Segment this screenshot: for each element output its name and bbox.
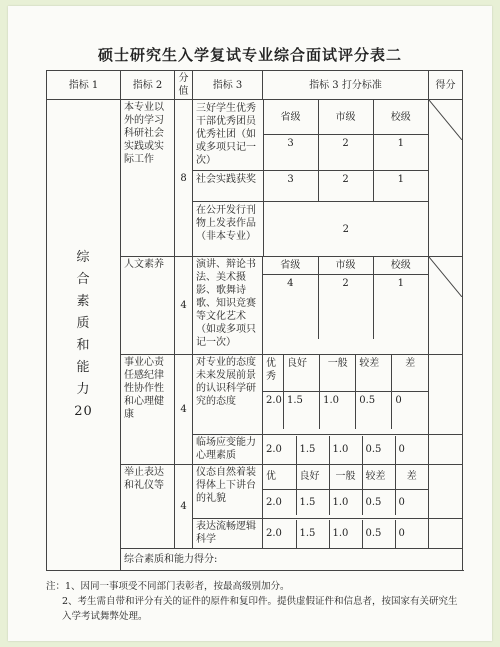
arts-provincial-score: 4 — [263, 275, 318, 340]
grade-good: 良好 — [296, 465, 329, 489]
ind3-honors: 三好学生优秀干部优秀团员优秀社团（如或多项只记一次） — [193, 100, 263, 171]
grade-good: 良好 — [284, 355, 320, 391]
grade-poor: 较差 — [362, 465, 395, 489]
attitude-poor: 0.5 — [356, 391, 392, 429]
attitude-bad: 0 — [395, 394, 402, 406]
ind2-manners: 举止表达和礼仪等 — [121, 465, 175, 549]
r4a-inner-table — [263, 465, 428, 515]
arts-school-score: 1 — [397, 278, 404, 289]
r1-detail — [193, 100, 429, 257]
deportment-good: 1.5 — [296, 489, 329, 515]
ind2-study-research: 本专业以外的学习科研社会实践或实际工作 — [121, 100, 175, 257]
score-humanities: 4 — [175, 257, 193, 355]
page-title: 硕士研究生入学复试专业综合面试评分表二 — [97, 46, 402, 64]
r3b-detail — [263, 435, 429, 465]
result-adaptability[interactable] — [429, 435, 463, 465]
grade-excellent: 优 — [263, 465, 296, 489]
level-municipal: 市级 — [318, 100, 373, 135]
practice-municipal-score: 2 — [318, 171, 373, 202]
adapt-bad: 0 — [398, 444, 405, 455]
dimension-points: 20 — [74, 404, 93, 419]
grade-average: 一般 — [329, 465, 362, 489]
arts-municipal-score: 2 — [318, 275, 373, 340]
dimension-cell — [47, 100, 121, 571]
expression-excellent: 2.0 — [263, 520, 296, 548]
expression-bad: 0 — [398, 528, 405, 539]
expression-poor: 0.5 — [362, 520, 395, 548]
grade-average: 一般 — [320, 355, 356, 391]
r2-inner-table — [263, 257, 428, 339]
ind2-humanities: 人文素养 — [121, 257, 175, 355]
ind2-responsibility: 事业心责任感纪律性协作性和心理健康 — [121, 355, 175, 465]
result-humanities[interactable] — [429, 257, 463, 355]
publication-score: 2 — [342, 223, 349, 235]
adapt-excellent: 2.0 — [263, 436, 296, 464]
honors-school-score: 1 — [373, 135, 428, 171]
result-attitude[interactable] — [429, 355, 463, 435]
adapt-poor: 0.5 — [362, 436, 395, 464]
level-school: 校级 — [373, 257, 428, 275]
header-ind2: 指标 2 — [121, 71, 175, 100]
grade-poor: 较差 — [356, 355, 392, 391]
ind3-deportment: 仪态自然着装得体上下讲台的礼貌 — [193, 465, 263, 519]
score-manners: 4 — [175, 465, 193, 549]
grade-bad: 差 — [392, 355, 428, 391]
diagonal-line — [429, 100, 462, 140]
result-deportment[interactable] — [429, 465, 463, 519]
ind3-adaptability: 临场应变能力心理素质 — [193, 435, 263, 465]
score-sheet — [8, 6, 492, 641]
expression-average: 1.0 — [329, 520, 362, 548]
diagonal-line — [429, 257, 462, 297]
expression-good: 1.5 — [296, 520, 329, 548]
grade-excellent: 优秀 — [263, 355, 284, 391]
header-criteria: 指标 3 打分标准 — [263, 71, 429, 100]
ind3-social-practice: 社会实践获奖 — [193, 171, 263, 202]
honors-municipal-score: 2 — [318, 135, 373, 171]
deportment-poor: 0.5 — [362, 489, 395, 515]
header-ind3: 指标 3 — [193, 71, 263, 100]
attitude-good: 1.5 — [284, 391, 320, 429]
ind3-expression: 表达流畅逻辑科学 — [193, 519, 263, 549]
grade-bad: 差 — [395, 465, 428, 489]
score-study-research: 8 — [175, 100, 193, 257]
r4b-inner-table — [263, 520, 428, 548]
attitude-excellent: 2.0 — [263, 391, 284, 429]
honors-provincial-score: 3 — [263, 135, 318, 171]
total-label: 综合素质和能力得分: — [121, 549, 463, 571]
r4a-detail — [263, 465, 429, 519]
r4b-detail — [263, 519, 429, 549]
header-score: 分值 — [175, 71, 193, 100]
r2-detail — [263, 257, 429, 355]
dimension-name: 综合素质和能力 — [76, 250, 91, 397]
header-ind1: 指标 1 — [47, 71, 121, 100]
notes — [46, 579, 466, 624]
attitude-average: 1.0 — [320, 391, 356, 429]
practice-provincial-score: 3 — [263, 171, 318, 202]
note-1: 注：1、因同一事项受不同部门表彰者，按最高级别加分。 — [46, 581, 290, 592]
result-expression[interactable] — [429, 519, 463, 549]
level-municipal: 市级 — [318, 257, 373, 275]
deportment-excellent: 2.0 — [263, 489, 296, 515]
deportment-average: 1.0 — [329, 489, 362, 515]
r1-inner-table — [193, 100, 428, 256]
practice-school-score: 1 — [373, 171, 428, 202]
r3a-detail — [263, 355, 429, 435]
r3a-inner-table — [263, 355, 428, 429]
score-responsibility: 4 — [175, 355, 193, 465]
ind3-publication: 在公开发行刊物上发表作品（非本专业） — [193, 202, 263, 257]
adapt-good: 1.5 — [296, 436, 329, 464]
row-study-research — [47, 100, 463, 257]
ind3-attitude: 对专业的态度未来发展前景的认识科学研究的态度 — [193, 355, 263, 435]
level-provincial: 省级 — [263, 100, 318, 135]
scoring-table — [46, 70, 463, 571]
level-provincial: 省级 — [263, 257, 318, 275]
ind3-arts: 演讲、辩论书法、美术摄影、歌舞诗歌、知识竞赛等文化艺术（如或多项只记一次） — [193, 257, 263, 355]
deportment-bad: 0 — [398, 496, 405, 508]
result-study-research[interactable] — [429, 100, 463, 257]
header-result: 得分 — [429, 71, 463, 100]
adapt-average: 1.0 — [329, 436, 362, 464]
r3b-inner-table — [263, 436, 428, 464]
note-2: 2、考生需自带和评分有关的证件的原件和复印件。提供虚假证件和信息者，按国家有关研究生入学考试舞弊处理。 — [62, 596, 458, 622]
header-row — [47, 71, 463, 100]
level-school: 校级 — [373, 100, 428, 135]
